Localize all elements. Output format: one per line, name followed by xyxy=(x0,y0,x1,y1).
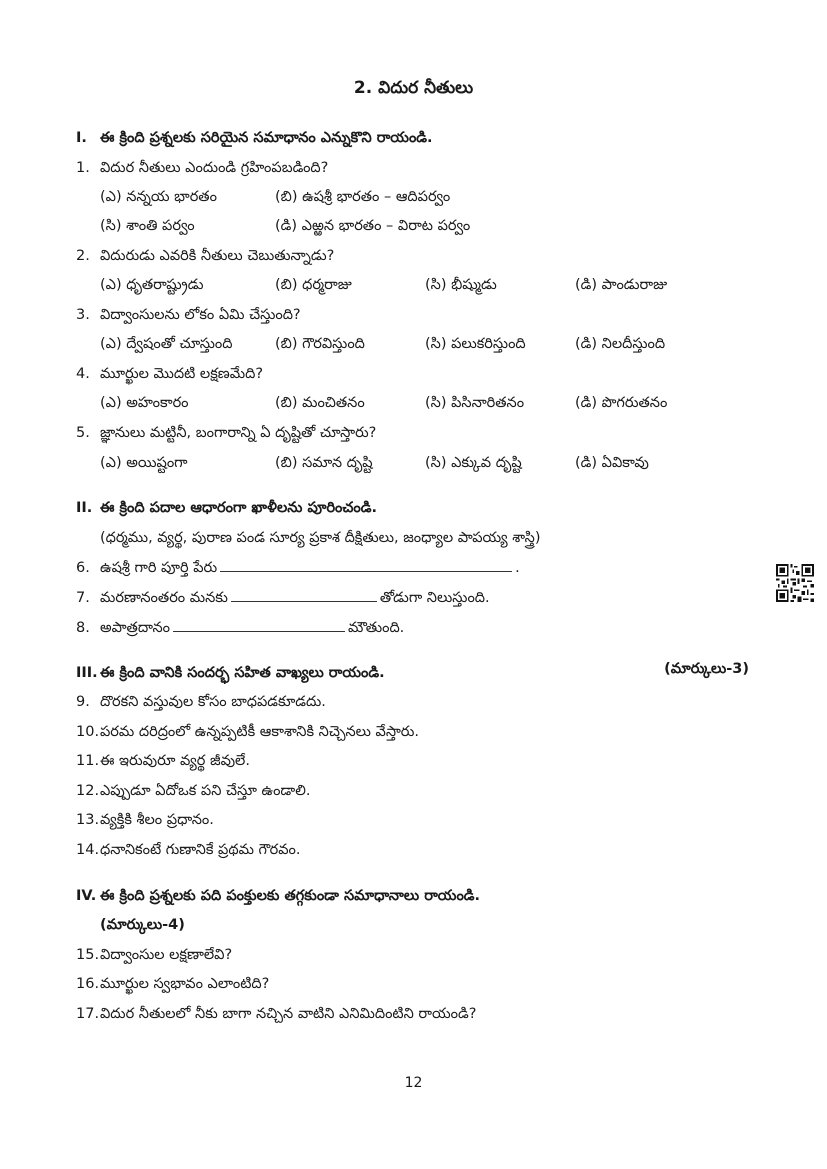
item-text: ఈ ఇరువురూ వ్యర్థ జీవులే. xyxy=(100,753,250,769)
question-number: 3. xyxy=(76,307,90,323)
page-title: 2. విదుర నీతులు xyxy=(353,78,474,98)
question-text: విదుర నీతులు ఎందుండి గ్రహింపబడింది? xyxy=(100,160,329,176)
item-text: విద్వాంసుల లక్షణాలేవి? xyxy=(100,947,233,963)
item-text: పరమ దరిద్రంలో ఉన్నప్పటికీ ఆకాశానికి నిచ్చెనలు వేస్తారు. xyxy=(100,724,420,740)
fill-blank-7 xyxy=(76,586,490,610)
question-number: 1. xyxy=(76,160,90,176)
question-5 xyxy=(76,421,376,445)
section-number: II. xyxy=(76,500,93,516)
question-3 xyxy=(76,303,301,327)
option-b: (బి) ఉషశ్రీ భారతం – ఆదిపర్వం xyxy=(275,189,451,205)
option-d: (డి) పాండురాజు xyxy=(575,277,668,293)
question-number: 5. xyxy=(76,425,90,441)
section-2-heading xyxy=(76,496,377,520)
question-text: విదురుడు ఎవరికి నీతులు చెబుతున్నాడు? xyxy=(100,248,335,264)
item-number: 13. xyxy=(76,812,100,828)
blank-suffix: . xyxy=(515,560,520,576)
question-4 xyxy=(76,362,263,386)
list-item xyxy=(76,720,419,744)
option-c: (సి) శాంతి పర్వం xyxy=(100,218,195,234)
section-heading-text: ఈ క్రింది ప్రశ్నలకు పది పంక్తులకు తగ్గకుండా సమాధానాలు రాయండి. xyxy=(100,888,481,904)
option-a: (ఎ) అహంకారం xyxy=(100,395,189,411)
section-number: I. xyxy=(76,130,87,146)
question-number: 2. xyxy=(76,248,90,264)
section-heading-text: ఈ క్రింది వానికి సందర్భ సహిత వాఖ్యలు రాయండి. xyxy=(100,665,385,681)
item-text: వ్యక్తికి శీలం ప్రధానం. xyxy=(100,812,214,828)
blank-prefix: అపాత్రదానం xyxy=(100,620,170,636)
option-d: (డి) పొగరుతనం xyxy=(575,395,668,411)
item-number: 10. xyxy=(76,724,100,740)
list-item xyxy=(76,749,250,773)
list-item xyxy=(76,943,232,967)
option-a: (ఎ) అయిష్టంగా xyxy=(100,455,188,471)
question-text: జ్ఞానులు మట్టినీ, బంగారాన్ని ఏ దృష్టితో చూస్తారు? xyxy=(100,425,377,441)
question-number: 8. xyxy=(76,620,90,636)
section-number: IV. xyxy=(76,888,97,904)
item-text: విదుర నీతులలో నీకు బాగా నచ్చిన వాటిని ఎనిమిదింటిని రాయండి? xyxy=(100,1006,477,1022)
page-number: 12 xyxy=(404,1075,423,1091)
item-number: 16. xyxy=(76,976,100,992)
section-4-marks: (మార్కులు-4) xyxy=(100,917,185,933)
blank-suffix: తోడుగా నిలుస్తుంది. xyxy=(379,590,490,606)
list-item xyxy=(76,808,214,832)
blank-line xyxy=(231,587,377,602)
item-number: 17. xyxy=(76,1006,100,1022)
question-number: 7. xyxy=(76,590,90,606)
option-d: (డి) నిలదీస్తుంది xyxy=(575,336,666,352)
item-number: 15. xyxy=(76,947,100,963)
option-c: (సి) పిసినారితనం xyxy=(425,395,525,411)
option-a: (ఎ) నన్నయ భారతం xyxy=(100,189,217,205)
item-text: మూర్ఖుల స్వభావం ఎలాంటిది? xyxy=(100,976,270,992)
question-2 xyxy=(76,244,334,268)
list-item xyxy=(76,779,310,803)
item-text: దొరకని వస్తువుల కోసం బాధపడకూడదు. xyxy=(100,694,326,710)
blank-prefix: మరణానంతరం మనకు xyxy=(100,590,228,606)
section-heading-text: ఈ క్రింది పదాల ఆధారంగా ఖాళీలను పూరించండి. xyxy=(100,500,378,516)
option-a: (ఎ) ధృతరాష్ట్రుడు xyxy=(100,277,204,293)
section-3-marks: (మార్కులు-3) xyxy=(664,661,749,677)
item-number: 12. xyxy=(76,783,100,799)
list-item xyxy=(76,1002,476,1026)
list-item xyxy=(76,838,301,862)
option-c: (సి) భీష్ముడు xyxy=(425,277,497,293)
word-bank: (ధర్మము, వ్యర్థ, పురాణ పండ సూర్య ప్రకాశ దీక్షితులు, జంధ్యాల పాపయ్య శాస్త్రి) xyxy=(100,530,541,546)
option-c: (సి) ఎక్కువ దృష్టి xyxy=(425,455,522,471)
option-d: (డి) ఏవికావు xyxy=(575,455,649,471)
blank-line xyxy=(220,557,512,572)
fill-blank-8 xyxy=(76,616,404,640)
item-number: 9. xyxy=(76,694,90,710)
question-number: 4. xyxy=(76,366,90,382)
question-1 xyxy=(76,156,328,180)
qr-code-icon xyxy=(776,564,814,602)
fill-blank-6 xyxy=(76,556,520,580)
section-3-heading xyxy=(76,661,385,685)
section-number: III. xyxy=(76,665,98,681)
list-item xyxy=(76,690,326,714)
question-text: మూర్ఖుల మొదటి లక్షణమేది? xyxy=(100,366,264,382)
option-b: (బి) ధర్మరాజు xyxy=(275,277,352,293)
option-b: (బి) సమాన దృష్టి xyxy=(275,455,373,471)
option-c: (సి) పలుకరిస్తుంది xyxy=(425,336,526,352)
section-heading-text: ఈ క్రింది ప్రశ్నలకు సరియైన సమాధానం ఎన్నుకొని రాయండి. xyxy=(100,130,433,146)
item-text: ధనానికంటే గుణానికే ప్రథమ గౌరవం. xyxy=(100,842,301,858)
blank-suffix: మౌతుంది. xyxy=(348,620,405,636)
option-b: (బి) మంచితనం xyxy=(275,395,365,411)
option-b: (బి) గౌరవిస్తుంది xyxy=(275,336,365,352)
item-number: 11. xyxy=(76,753,100,769)
blank-prefix: ఉషశ్రీ గారి పూర్తి పేరు xyxy=(100,560,218,576)
question-number: 6. xyxy=(76,560,90,576)
option-a: (ఎ) ద్వేషంతో చూస్తుంది xyxy=(100,336,233,352)
list-item xyxy=(76,972,269,996)
question-text: విద్వాంసులను లోకం ఏమి చేస్తుంది? xyxy=(100,307,301,323)
blank-line xyxy=(173,617,345,632)
option-d: (డి) ఎఱ్ఱన భారతం – విరాట పర్వం xyxy=(275,218,471,234)
item-number: 14. xyxy=(76,842,100,858)
section-4-heading xyxy=(76,884,480,908)
item-text: ఎప్పుడూ ఏదోఒక పని చేస్తూ ఉండాలి. xyxy=(100,783,311,799)
section-1-heading xyxy=(76,126,433,150)
